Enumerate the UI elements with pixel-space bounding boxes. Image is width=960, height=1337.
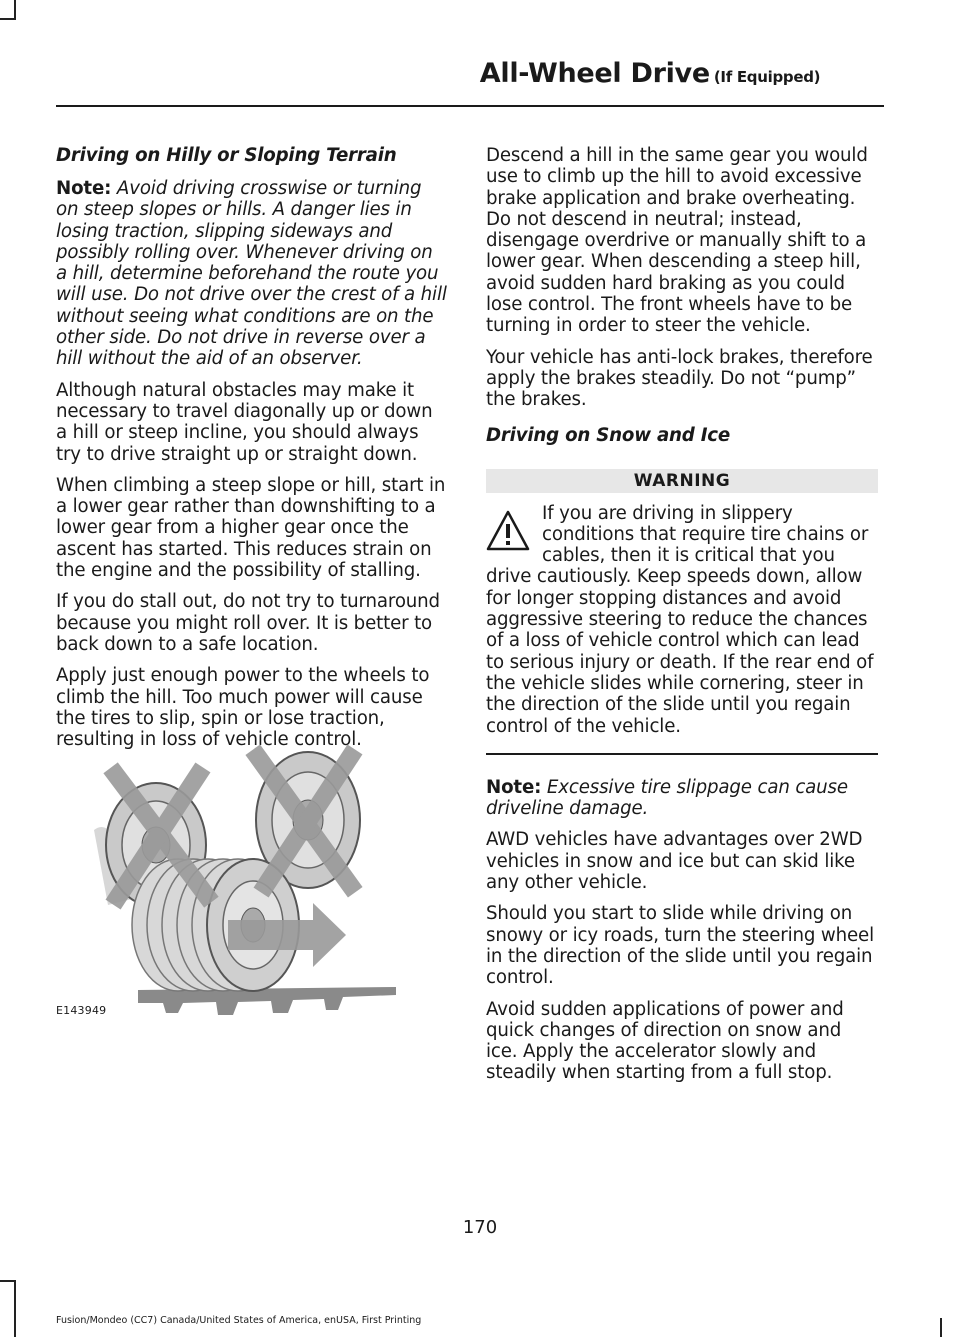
body-paragraph: If you do stall out, do not try to turnaround because you might roll over. It is better to back down to a safe location. bbox=[56, 591, 440, 655]
body-paragraph: AWD vehicles have advantages over 2WD vehicles in snow and ice but can skid like any other vehicle. bbox=[486, 829, 863, 894]
crop-mark bbox=[14, 0, 16, 18]
header-rule bbox=[56, 105, 884, 107]
note-label: Note: bbox=[56, 178, 112, 199]
body-paragraph: Avoid sudden applications of power and quick changes of direction on snow and ice. Apply the accelerator slowly and steadily when starting from a full stop. bbox=[486, 998, 844, 1084]
warning-triangle-icon bbox=[486, 509, 530, 553]
note-text: Excessive tire slippage can cause driveline damage. bbox=[486, 776, 848, 820]
right-column bbox=[486, 145, 878, 1094]
body-paragraph: Although natural obstacles may make it necessary to travel diagonally up or down a hill or steep incline, you should always try to drive straight up or straight down. bbox=[56, 379, 433, 465]
note-paragraph bbox=[486, 777, 878, 820]
note-paragraph bbox=[56, 178, 448, 370]
footer-text: Fusion/Mondeo (CC7) Canada/United States of America, enUSA, First Printing bbox=[56, 1315, 422, 1326]
section-heading-snow-ice: Driving on Snow and Ice bbox=[486, 424, 730, 446]
warning-banner: WARNING bbox=[486, 469, 878, 493]
body-paragraph: Your vehicle has anti-lock brakes, therefore apply the brakes steadily. Do not “pump” the brakes. bbox=[486, 346, 873, 411]
warning-bottom-rule bbox=[486, 753, 878, 755]
warning-box bbox=[486, 503, 878, 737]
crop-mark bbox=[0, 1280, 16, 1282]
warning-text: If you are driving in slippery conditions that require tire chains or cables, then it is critical that you drive cautiously. Keep speeds down, allow for longer stopping distances and avoid aggressive steering to reduce the chances of a loss of vehicle control which can lead to serious injury or death. If the rear end of the vehicle slides while cornering, steer in the direction of the slide until you regain control of the vehicle. bbox=[486, 502, 874, 737]
hill-wheel-illustration bbox=[88, 735, 398, 1020]
section-heading-hilly-terrain: Driving on Hilly or Sloping Terrain bbox=[56, 145, 397, 166]
body-paragraph: Descend a hill in the same gear you would use to climb up the hill to avoid excessive brake application and brake overheating. Do not descend in neutral; instead, disengage overdrive or manually shift to a lower gear. When descending a steep hill, avoid sudden hard braking as you could lose control. The front wheels have to be turning in order to steer the vehicle. bbox=[486, 145, 868, 337]
body-paragraph: Apply just enough power to the wheels to climb the hill. Too much power will cause the tires to slip, spin or lose traction, resulting in loss of vehicle control. bbox=[56, 665, 430, 751]
figure-code: E143949 bbox=[56, 1004, 107, 1017]
body-paragraph: Should you start to slide while driving on snowy or icy roads, turn the steering wheel in the direction of the slide until you regain control. bbox=[486, 903, 874, 989]
header-subtitle: (If Equipped) bbox=[713, 68, 821, 86]
body-paragraph: When climbing a steep slope or hill, start in a lower gear rather than downshifting to a lower gear from a higher gear once the ascent has started. This reduces strain on the engine and the possibility of stalling. bbox=[56, 474, 446, 582]
left-column bbox=[56, 145, 448, 760]
page-number: 170 bbox=[462, 1217, 498, 1238]
note-text: Avoid driving crosswise or turning on steep slopes or hills. A danger lies in losing traction, slipping sideways and possibly rolling over. Whenever driving on a hill, determine beforehand the route you will use. Do not drive over the crest of a hill without seeing what conditions are on the other side. Do not drive in reverse over a hill without the aid of an observer. bbox=[56, 178, 447, 370]
crop-mark bbox=[0, 18, 16, 20]
header-title-text: All-Wheel Drive bbox=[479, 58, 710, 89]
crop-mark bbox=[940, 1318, 942, 1337]
note-label: Note: bbox=[486, 776, 542, 798]
crop-mark bbox=[14, 1280, 16, 1337]
page-header-title bbox=[480, 58, 820, 89]
